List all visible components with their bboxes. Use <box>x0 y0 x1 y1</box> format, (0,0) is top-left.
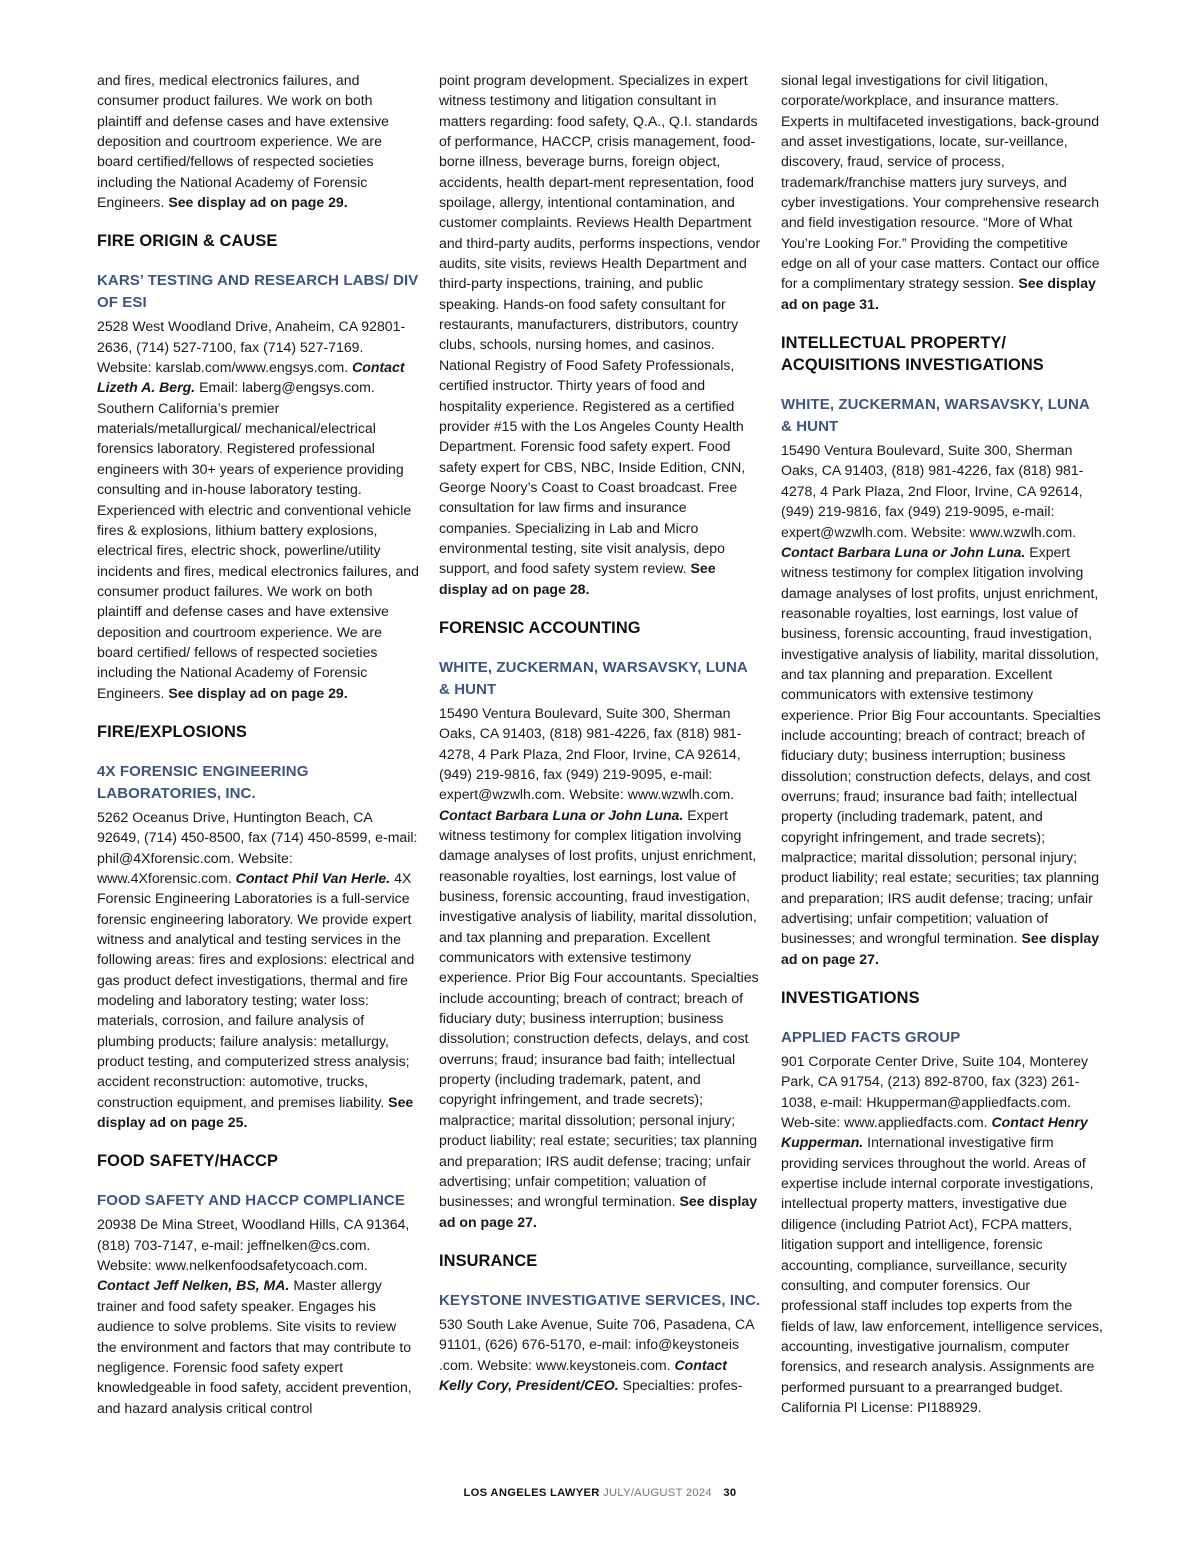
column-3 <box>781 70 1103 1418</box>
display-ad-reference: See display ad on page 25. <box>97 1093 414 1131</box>
entry-continued: and fires, medical electronics failures, and consumer product failures. We work on both plaintiff and defense cases and have extensive deposition and courtroom experience. We are board certified/fellows of respected societies including the National Academy of Forensic Engineers. See display ad on page 29. <box>97 72 389 211</box>
contact-person: Contact Barbara Luna or John Luna. <box>439 806 684 823</box>
section-heading: INSURANCE <box>439 1251 538 1270</box>
firm-listing: 15490 Ventura Boulevard, Suite 300, Sherman Oaks, CA 91403, (818) 981-4226, fax (818) 981-4278, 4 Park Plaza, 2nd Floor, Irvine, CA 92614, (949) 219-9816, fax (949) 219-9095, e-mail: expert@wzwlh.com. Website: www.wzwlh.com. Contact Barbara Luna or John Luna. Expert witness testimony for complex litigation involving damage analyses of lost profits, unjust enrichment, reasonable royalties, lost earnings, lost value of business, forensic accounting, fraud investigation, investigative analysis of liability, marital dissolution, and tax planning and preparation. Excellent communicators with extensive testimony experience. Prior Big Four accountants. Specialties include accounting; breach of contract; breach of fiduciary duty; business interruption; business dissolution; construction defects, delays, and cost overruns; fraud; insurance bad faith; intellectual property (including trademark, patent, and copyright infringement, and trade secrets); malpractice; marital dissolution; personal injury; product liability; real estate; securities; tax planning and preparation; IRS audit defense; tracing; unfair advertising; unfair competition; valuation of businesses; and wrongful termination. See display ad on page 27. <box>781 442 1101 967</box>
firm-name: KARS’ TESTING AND RESEARCH LABS/ DIV OF ESI <box>97 272 419 312</box>
firm-name: FOOD SAFETY AND HACCP COMPLIANCE <box>97 1192 405 1210</box>
column-2 <box>439 70 761 1418</box>
firm-name: KEYSTONE INVESTIGATIVE SERVICES, INC. <box>439 1291 761 1309</box>
display-ad-reference: See display ad on page 27. <box>781 930 1100 967</box>
column-1 <box>97 70 419 1418</box>
section-heading: FIRE/EXPLOSIONS <box>97 722 247 741</box>
firm-name: WHITE, ZUCKERMAN, WARSAVSKY, LUNA & HUNT <box>439 658 748 698</box>
display-ad-reference: See display ad on page 28. <box>439 560 716 597</box>
entry-continued: sional legal investigations for civil litigation, corporate/workplace, and insurance matters. Experts in multifaceted investigations, back-ground and asset investigations, locate, sur-veillance, discovery, fraud, service of process, trademark/franchise matters jury surveys, and cyber investigations. Your comprehensive research and field investigation resource. “More of What You’re Looking For.” Providing the competitive edge on all of your case matters. Contact our office for a complimentary strategy session. See display ad on page 31. <box>781 72 1100 312</box>
section-heading: FOOD SAFETY/HACCP <box>97 1152 279 1171</box>
firm-listing: 2528 West Woodland Drive, Anaheim, CA 92801-2636, (714) 527-7100, fax (714) 527-7169. Website: karslab.com/www.engsys.com. Contact Lizeth A. Berg. Email: laberg@engsys.com. Southern California’s premier materials/metallurgical/ mechanical/electrical forensics laboratory. Registered professional engineers with 30+ years of experience providing consulting and in-house laboratory testing. Experienced with electric and conventional vehicle fires & explosions, lithium battery explosions, electrical fires, electric shock, powerline/utility incidents and fires, medical electronics failures, and consumer product failures. We work on both plaintiff and defense cases and have extensive deposition and courtroom experience. We are board certified/ fellows of respected societies including the National Academy of Forensic Engineers. See display ad on page 29. <box>97 318 419 701</box>
contact-person: Contact Jeff Nelken, BS, MA. <box>97 1277 290 1294</box>
firm-listing: 530 South Lake Avenue, Suite 706, Pasadena, CA 91101, (626) 676-5170, e-mail: info@keystoneis .com. Website: www.keystoneis.com. Contact Kelly Cory, President/CEO. Specialties: profes- <box>439 1315 754 1393</box>
firm-listing: 20938 De Mina Street, Woodland Hills, CA 91364, (818) 703-7147, e-mail: jeffnelken@cs.com. Website: www.nelkenfoodsafetycoach.com. Contact Jeff Nelken, BS, MA. Master allergy trainer and food safety speaker. Engages his audience to solve problems. Site visits to review the environment and factors that may contribute to negligence. Forensic food safety expert knowledgeable in food safety, accident prevention, and hazard analysis critical control <box>97 1216 412 1416</box>
firm-listing: 901 Corporate Center Drive, Suite 104, Monterey Park, CA 91754, (213) 892-8700, fax (323) 261-1038, e-mail: Hkupperman@appliedfacts.com. Web-site: www.appliedfacts.com. Contact Henry Kupperman. International investigative firm providing services throughout the world. Areas of expertise include internal corporate investigations, intellectual property matters, investigative due diligence (including Patriot Act), FCPA matters, litigation support and intelligence, forensic accounting, compliance, surveillance, security consulting, and computer forensics. Our professional staff includes top experts from the fields of law, law enforcement, intelligence services, accounting, investigative journalism, computer forensics, and research analysis. Assignments are performed pursuant to a prearranged budget. California Pl License: PI188929. <box>781 1053 1103 1415</box>
contact-person: Contact Henry Kupperman. <box>781 1114 1088 1151</box>
firm-listing: 15490 Ventura Boulevard, Suite 300, Sherman Oaks, CA 91403, (818) 981-4226, fax (818) 981-4278, 4 Park Plaza, 2nd Floor, Irvine, CA 92614, (949) 219-9816, fax (949) 219-9095, e-mail: expert@wzwlh.com. Website: www.wzwlh.com. Contact Barbara Luna or John Luna. Expert witness testimony for complex litigation involving damage analyses of lost profits, unjust enrichment, reasonable royalties, lost earnings, lost value of business, forensic accounting, fraud investigation, investigative analysis of liability, marital dissolution, and tax planning and preparation. Excellent communicators with extensive testimony experience. Prior Big Four accountants. Specialties include accounting; breach of contract; breach of fiduciary duty; business interruption; business dissolution; construction defects, delays, and cost overruns; fraud; insurance bad faith; intellectual property (including trademark, patent, and copyright infringement, and trade secrets); malpractice; marital dissolution; personal injury; product liability; real estate; securities; tax planning and preparation; IRS audit defense; tracing; unfair advertising; unfair competition; valuation of businesses; and wrongful termination. See display ad on page 27. <box>439 704 759 1230</box>
firm-name: APPLIED FACTS GROUP <box>781 1029 961 1047</box>
entry-continued: point program development. Specializes in expert witness testimony and litigation consultant in matters regarding: food safety, Q.A., Q.I. standards of performance, HACCP, crisis management, food-borne illness, beverage burns, foreign object, accidents, health depart-ment representation, food spoilage, allergy, intentional contamination, and customer complaints. Reviews Health Department and third-party audits, performs inspections, vendor audits, site visits, reviews Health Department and third-party inspections, training, and public speaking. Hands-on food safety consultant for restaurants, manufacturers, distributors, country clubs, schools, nursing homes, and casinos. National Registry of Food Safety Professionals, certified instructor. Thirty years of food and hospitality experience. Registered as a certified provider #15 with the Los Angeles County Health Department. Forensic food safety expert. Food safety expert for CBS, NBC, Inside Edition, CNN, George Noory’s Coast to Coast broadcast. Free consultation for law firms and insurance companies. Specializing in Lab and Micro environmental testing, site visit analysis, depo support, and food safety system review. See display ad on page 28. <box>439 72 761 597</box>
firm-name: 4X FORENSIC ENGINEERING LABORATORIES, INC. <box>97 762 309 802</box>
display-ad-reference: See display ad on page 29. <box>168 194 348 211</box>
contact-person: Contact Lizeth A. Berg. <box>97 359 405 396</box>
contact-person: Contact Barbara Luna or John Luna. <box>781 543 1026 560</box>
contact-person: Contact Phil Van Herle. <box>235 869 391 886</box>
section-heading: FIRE ORIGIN & CAUSE <box>97 232 278 251</box>
contact-person: Contact Kelly Cory, President/CEO. <box>439 1356 727 1393</box>
display-ad-reference: See display ad on page 31. <box>781 275 1096 312</box>
section-heading: INVESTIGATIONS <box>781 989 920 1008</box>
section-heading: INTELLECTUAL PROPERTY/ ACQUISITIONS INVESTIGATIONS <box>781 334 1044 375</box>
display-ad-reference: See display ad on page 27. <box>439 1193 758 1230</box>
page-footer <box>0 1487 1200 1499</box>
directory-page <box>97 70 1103 1418</box>
section-heading: FORENSIC ACCOUNTING <box>439 618 641 637</box>
page-number: 30 <box>723 1487 737 1499</box>
firm-name: WHITE, ZUCKERMAN, WARSAVSKY, LUNA & HUNT <box>781 396 1090 436</box>
display-ad-reference: See display ad on page 29. <box>168 684 348 701</box>
issue-date: JULY/AUGUST 2024 <box>603 1487 712 1499</box>
publication-name: LOS ANGELES LAWYER <box>463 1487 600 1499</box>
firm-listing: 5262 Oceanus Drive, Huntington Beach, CA 92649, (714) 450-8500, fax (714) 450-8599, e-mail: phil@4Xforensic.com. Website: www.4Xforensic.com. Contact Phil Van Herle. 4X Forensic Engineering Laboratories is a full-service forensic engineering laboratory. We provide expert witness and analytical and testing services in the following areas: fires and explosions: electrical and gas product defect investigations, thermal and fire modeling and laboratory testing; water loss: materials, corrosion, and failure analysis of plumbing products; failure analysis: metallurgy, product testing, and computerized stress analysis; accident reconstruction: automotive, trucks, construction equipment, and premises liability. See display ad on page 25. <box>97 808 418 1131</box>
